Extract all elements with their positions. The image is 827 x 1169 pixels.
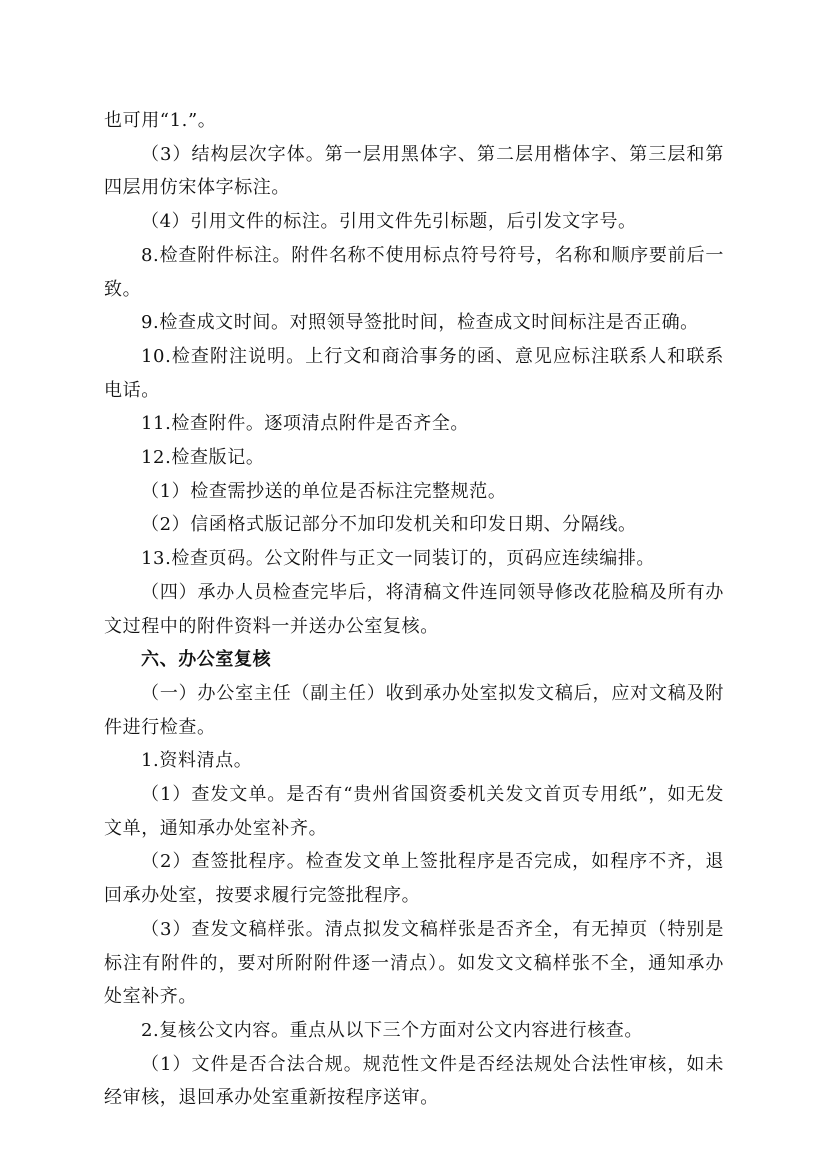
paragraph: （1）文件是否合法合规。规范性文件是否经法规处合法性审核，如未经审核，退回承办处室重新按程序送审。 — [104, 1053, 724, 1109]
document-body — [104, 104, 724, 1115]
paragraph: 9.检查成文时间。对照领导签批时间，检查成文时间标注是否正确。 — [141, 312, 699, 334]
paragraph: （2）查签批程序。检查发文单上签批程序是否完成，如程序不齐，退回承办处室，按要求履行完签批程序。 — [104, 851, 724, 907]
paragraph: （1）查发文单。是否有“贵州省国资委机关发文首页专用纸”，如无发文单，通知承办处室补齐。 — [104, 784, 724, 839]
paragraph: 8.检查附件标注。附件名称不使用标点符号符号，名称和顺序要前后一致。 — [104, 244, 724, 300]
paragraph: 13.检查页码。公文附件与正文一同装订的，页码应连续编排。 — [141, 548, 656, 570]
paragraph: 11.检查附件。逐项清点附件是否齐全。 — [141, 413, 470, 435]
section-heading: 六、办公室复核 — [141, 649, 272, 671]
paragraph: （一）办公室主任（副主任）收到承办处室拟发文稿后，应对文稿及附件进行检查。 — [104, 682, 724, 738]
paragraph: 也可用“1.”。 — [104, 110, 217, 131]
paragraph: 1.资料清点。 — [141, 750, 253, 772]
paragraph: （2）信函格式版记部分不加印发机关和印发日期、分隔线。 — [141, 514, 637, 536]
paragraph: （4）引用文件的标注。引用文件先引标题，后引发文字号。 — [141, 211, 637, 233]
paragraph: （1）检查需抄送的单位是否标注完整规范。 — [141, 480, 507, 502]
paragraph: （3）查发文稿样张。清点拟发文稿样张是否齐全，有无掉页（特别是标注有附件的，要对所附附件逐一清点）。如发文文稿样张不全，通知承办处室补齐。 — [104, 918, 724, 1008]
paragraph: （3）结构层次字体。第一层用黑体字、第二层用楷体字、第三层和第四层用仿宋体字标注。 — [104, 143, 724, 199]
paragraph: 2.复核公文内容。重点从以下三个方面对公文内容进行核查。 — [141, 1019, 643, 1041]
paragraph: 10.检查附注说明。上行文和商洽事务的函、意见应标注联系人和联系电话。 — [104, 345, 724, 401]
paragraph: 12.检查版记。 — [141, 447, 265, 469]
paragraph: （四）承办人员检查完毕后，将清稿文件连同领导修改花脸稿及所有办文过程中的附件资料一并送办公室复核。 — [104, 581, 724, 637]
